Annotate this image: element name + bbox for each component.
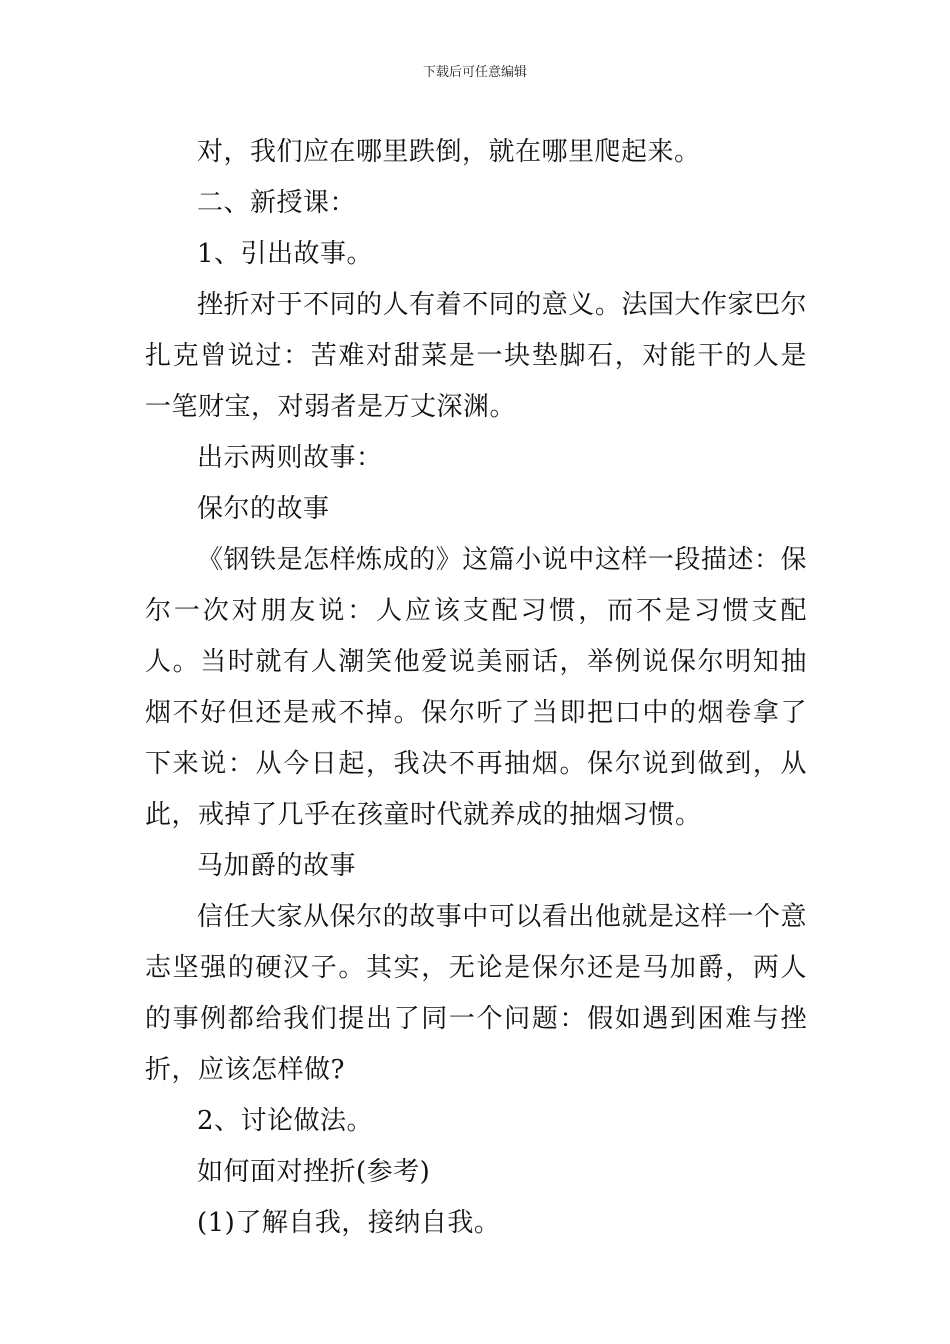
paragraph: 信任大家从保尔的故事中可以看出他就是这样一个意志坚强的硬汉子。其实，无论是保尔还是马加爵，两人的事例都给我们提出了同一个问题：假如遇到困难与挫折，应该怎样做? (145, 902, 807, 1085)
subsection-heading: 1、引出故事。 (197, 239, 374, 269)
paragraph: 出示两则故事： (197, 443, 383, 473)
story-title: 保尔的故事 (197, 494, 330, 524)
page-header-note: 下载后可任意编辑 (422, 65, 527, 80)
subsection-heading: 2、讨论做法。 (197, 1106, 374, 1136)
document-body (145, 127, 807, 1249)
paragraph: 如何面对挫折(参考) (197, 1157, 431, 1187)
paragraph: 挫折对于不同的人有着不同的意义。法国大作家巴尔扎克曾说过：苦难对甜菜是一块垫脚石，对能干的人是一笔财宝，对弱者是万丈深渊。 (145, 290, 807, 422)
paragraph: 对，我们应在哪里跌倒，就在哪里爬起来。 (197, 137, 701, 167)
paragraph: 《钢铁是怎样炼成的》这篇小说中这样一段描述：保尔一次对朋友说：人应该支配习惯，而不是习惯支配人。当时就有人潮笑他爱说美丽话，举例说保尔明知抽烟不好但还是戒不掉。保尔听了当即把口中的烟卷拿了下来说：从今日起，我决不再抽烟。保尔说到做到，从此，戒掉了几乎在孩童时代就养成的抽烟习惯。 (145, 545, 807, 830)
story-title: 马加爵的故事 (197, 851, 357, 881)
list-item: (1)了解自我，接纳自我。 (197, 1208, 501, 1238)
section-heading: 二、新授课： (197, 188, 357, 218)
